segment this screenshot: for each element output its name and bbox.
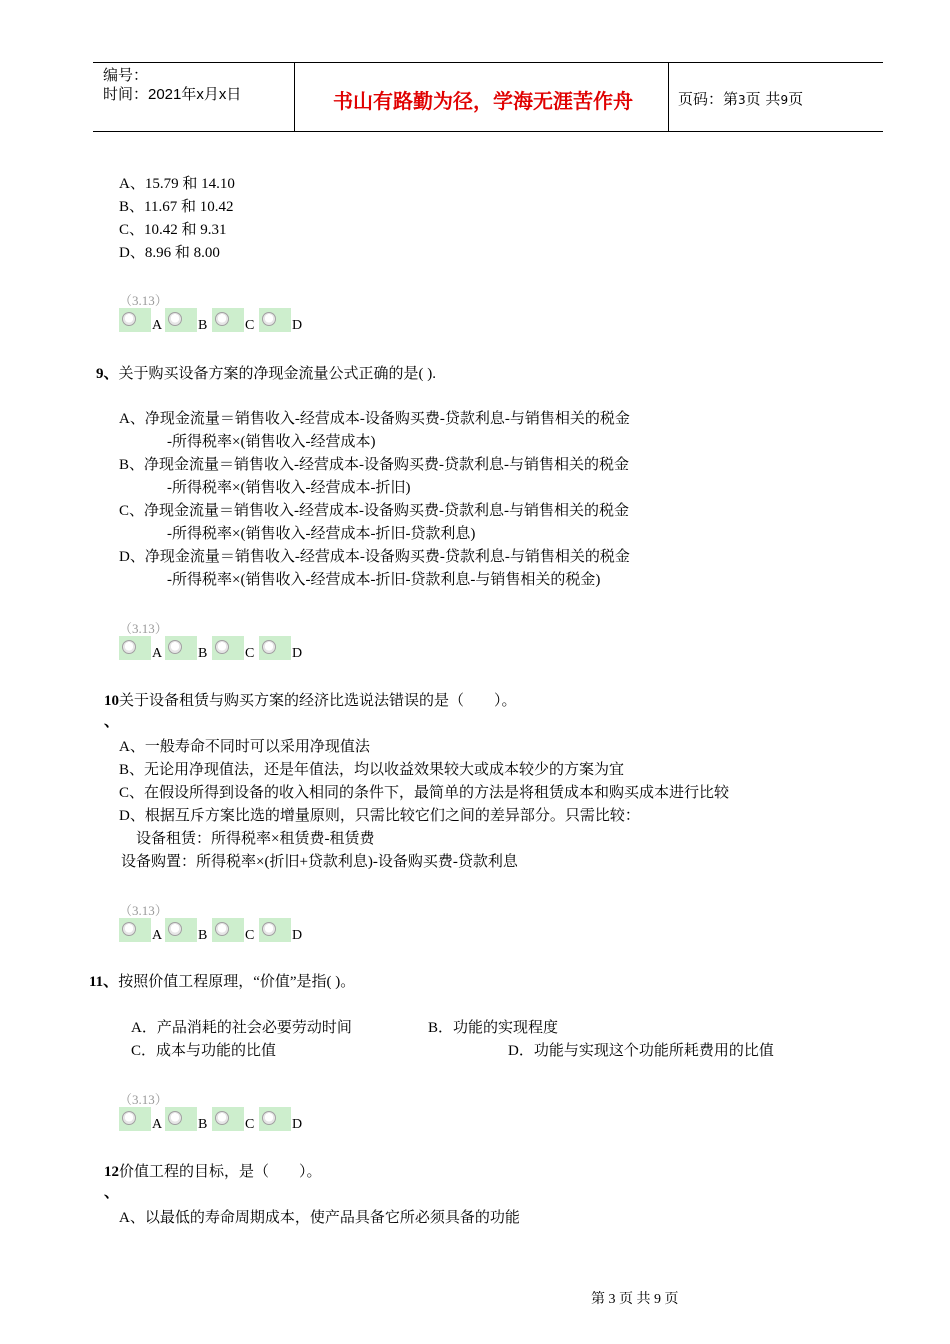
radio-icon[interactable] bbox=[168, 922, 182, 936]
q10-option-d-purchase: 设备购置：所得税率×(折旧+贷款利息)-设备购买费-贷款利息 bbox=[121, 854, 518, 870]
choice-label: A bbox=[152, 646, 163, 661]
page-header bbox=[93, 62, 883, 132]
choice-label: A bbox=[152, 928, 163, 943]
choice-label: C bbox=[245, 318, 255, 333]
q9-choice-c[interactable] bbox=[212, 636, 258, 664]
page-label-suffix: 页 bbox=[788, 90, 804, 108]
q9-option-b-cont: -所得税率×(销售收入-经营成本-折旧) bbox=[167, 480, 411, 496]
radio-icon[interactable] bbox=[215, 640, 229, 654]
q11-choice-a[interactable] bbox=[119, 1107, 165, 1135]
q9-choice-d[interactable] bbox=[259, 636, 305, 664]
q9-option-c: C、净现金流量＝销售收入-经营成本-设备购买费-贷款利息-与销售相关的税金 bbox=[119, 503, 629, 519]
serial-label: 编号： bbox=[103, 67, 149, 84]
radio-icon[interactable] bbox=[215, 312, 229, 326]
radio-icon[interactable] bbox=[168, 312, 182, 326]
q9-choice-b[interactable] bbox=[165, 636, 211, 664]
q9-number: 9、 bbox=[96, 366, 119, 382]
q10-choice-a[interactable] bbox=[119, 918, 165, 946]
q10-choice-c[interactable] bbox=[212, 918, 258, 946]
q8-choice-d[interactable] bbox=[259, 308, 305, 336]
q12-text: 价值工程的目标，是（ ）。 bbox=[119, 1164, 322, 1180]
q9-stem bbox=[96, 364, 436, 384]
q10-choice-d[interactable] bbox=[259, 918, 305, 946]
q11-option-c: C．成本与功能的比值 bbox=[131, 1043, 277, 1059]
q9-text: 关于购买设备方案的净现金流量公式正确的是( ). bbox=[118, 366, 437, 382]
radio-icon[interactable] bbox=[122, 1111, 136, 1125]
page-label-mid: 页 共 bbox=[745, 90, 781, 108]
q11-choice-b[interactable] bbox=[165, 1107, 211, 1135]
q9-option-a-cont: -所得税率×(销售收入-经营成本) bbox=[167, 434, 376, 450]
radio-icon[interactable] bbox=[168, 640, 182, 654]
choice-label: A bbox=[152, 1117, 163, 1132]
page-label-prefix: 页码：第 bbox=[678, 90, 739, 108]
q11-choice-d[interactable] bbox=[259, 1107, 305, 1135]
choice-label: B bbox=[198, 928, 208, 943]
q10-option-d-lease: 设备租赁：所得税率×租赁费-租赁费 bbox=[136, 831, 375, 847]
radio-icon[interactable] bbox=[262, 1111, 276, 1125]
q11-stem bbox=[89, 972, 355, 992]
choice-label: D bbox=[292, 646, 303, 661]
q12-number: 12 bbox=[104, 1164, 119, 1180]
q8-choice-a[interactable] bbox=[119, 308, 165, 336]
choice-label: B bbox=[198, 318, 208, 333]
header-info bbox=[103, 66, 241, 104]
q11-choice-c[interactable] bbox=[212, 1107, 258, 1135]
radio-icon[interactable] bbox=[262, 640, 276, 654]
q8-option-c: C、10.42 和 9.31 bbox=[119, 222, 227, 238]
radio-icon[interactable] bbox=[262, 312, 276, 326]
page-footer: 第 3 页 共 9 页 bbox=[591, 1292, 679, 1307]
header-page-number bbox=[678, 88, 803, 109]
q12-separator: 、 bbox=[104, 1185, 120, 1201]
q10-stem bbox=[104, 691, 517, 711]
q12-option-a: A、以最低的寿命周期成本，使产品具备它所必须具备的功能 bbox=[119, 1210, 520, 1226]
q10-score: （3.13） bbox=[119, 903, 168, 918]
choice-label: B bbox=[198, 1117, 208, 1132]
q10-number: 10 bbox=[104, 693, 119, 709]
choice-label: A bbox=[152, 318, 163, 333]
q9-option-a: A、净现金流量＝销售收入-经营成本-设备购买费-贷款利息-与销售相关的税金 bbox=[119, 411, 630, 427]
q11-text: 按照价值工程原理，“价值”是指( )。 bbox=[118, 974, 356, 990]
q8-option-b: B、11.67 和 10.42 bbox=[119, 199, 234, 215]
q11-option-b: B．功能的实现程度 bbox=[428, 1020, 559, 1036]
q9-option-c-cont: -所得税率×(销售收入-经营成本-折旧-贷款利息) bbox=[167, 526, 476, 542]
q9-score: （3.13） bbox=[119, 621, 168, 636]
q10-separator: 、 bbox=[104, 714, 120, 730]
q12-stem bbox=[104, 1162, 322, 1182]
radio-icon[interactable] bbox=[122, 640, 136, 654]
q8-option-d: D、8.96 和 8.00 bbox=[119, 245, 220, 261]
choice-label: D bbox=[292, 928, 303, 943]
q11-option-a: A．产品消耗的社会必要劳动时间 bbox=[131, 1020, 352, 1036]
q9-option-b: B、净现金流量＝销售收入-经营成本-设备购买费-贷款利息-与销售相关的税金 bbox=[119, 457, 629, 473]
choice-label: C bbox=[245, 928, 255, 943]
header-divider bbox=[294, 63, 295, 131]
choice-label: D bbox=[292, 1117, 303, 1132]
radio-icon[interactable] bbox=[122, 312, 136, 326]
q10-option-c: C、在假设所得到设备的收入相同的条件下，最简单的方法是将租赁成本和购买成本进行比较 bbox=[119, 785, 730, 801]
q10-option-b: B、无论用净现值法，还是年值法，均以收益效果较大或成本较少的方案为宜 bbox=[119, 762, 625, 778]
q9-choice-a[interactable] bbox=[119, 636, 165, 664]
q10-option-d: D、根据互斥方案比选的增量原则，只需比较它们之间的差异部分。只需比较： bbox=[119, 808, 640, 824]
q8-option-a: A、15.79 和 14.10 bbox=[119, 176, 235, 192]
choice-label: C bbox=[245, 646, 255, 661]
radio-icon[interactable] bbox=[122, 922, 136, 936]
header-motto: 书山有路勤为径，学海无涯苦作舟 bbox=[333, 89, 633, 113]
q10-option-a: A、一般寿命不同时可以采用净现值法 bbox=[119, 739, 370, 755]
choice-label: D bbox=[292, 318, 303, 333]
q10-choice-b[interactable] bbox=[165, 918, 211, 946]
q9-option-d: D、净现金流量＝销售收入-经营成本-设备购买费-贷款利息-与销售相关的税金 bbox=[119, 549, 630, 565]
q8-score: （3.13） bbox=[119, 293, 168, 308]
page-current: 3 bbox=[738, 93, 746, 107]
radio-icon[interactable] bbox=[215, 922, 229, 936]
radio-icon[interactable] bbox=[262, 922, 276, 936]
q8-choice-c[interactable] bbox=[212, 308, 258, 336]
radio-icon[interactable] bbox=[215, 1111, 229, 1125]
q11-score: （3.13） bbox=[119, 1092, 168, 1107]
choice-label: C bbox=[245, 1117, 255, 1132]
q9-option-d-cont: -所得税率×(销售收入-经营成本-折旧-贷款利息-与销售相关的税金) bbox=[167, 572, 601, 588]
choice-label: B bbox=[198, 646, 208, 661]
q8-choice-b[interactable] bbox=[165, 308, 211, 336]
page-total: 9 bbox=[780, 93, 789, 107]
radio-icon[interactable] bbox=[168, 1111, 182, 1125]
q11-number: 11、 bbox=[89, 974, 119, 990]
q10-text: 关于设备租赁与购买方案的经济比选说法错误的是（ ）。 bbox=[119, 693, 517, 709]
q11-option-d: D．功能与实现这个功能所耗费用的比值 bbox=[508, 1043, 774, 1059]
time-label: 时间：2021年x月x日 bbox=[103, 86, 242, 103]
